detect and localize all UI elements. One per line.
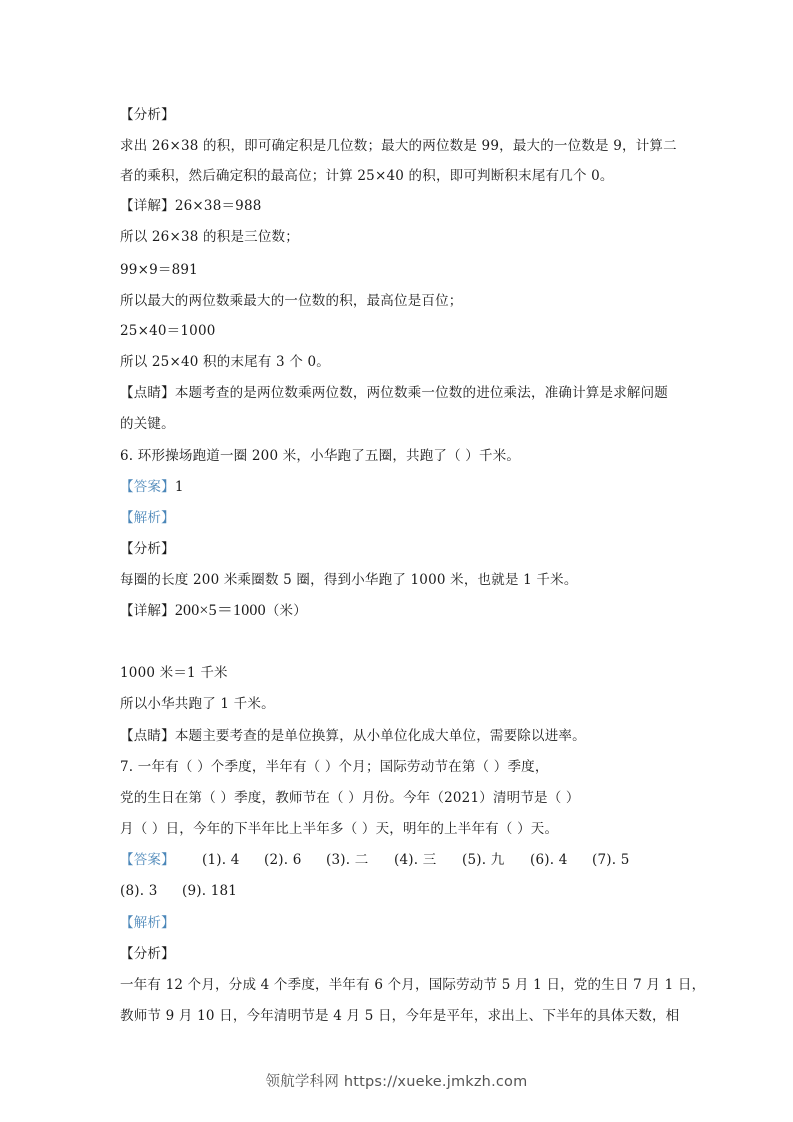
answer-item: (1). 4 bbox=[202, 852, 240, 868]
analysis-heading: 【分析】 bbox=[120, 946, 175, 962]
comment-text: 本题主要考查的是单位换算，从小单位化成大单位，需要除以进率。 bbox=[174, 728, 586, 744]
detail-row bbox=[120, 197, 262, 215]
answer-row bbox=[120, 478, 184, 496]
answer-item: (9). 181 bbox=[182, 883, 238, 899]
footer-watermark: 领航学科网 https://xueke.jmkzh.com bbox=[265, 1074, 528, 1090]
detail-equation: 26×38＝988 bbox=[174, 198, 262, 214]
answer-row bbox=[120, 851, 630, 869]
detail-unit: （米） bbox=[265, 603, 307, 619]
analysis-text-line: 教师节 9 月 10 日，今年清明节是 4 月 5 日，今年是平年，求出上、下半年的具体天数，相 bbox=[120, 1008, 680, 1024]
comment-text: 本题考查的是两位数乘两位数，两位数乘一位数的进位乘法，准确计算是求解问题 bbox=[174, 385, 669, 401]
question-7-text-line: 党的生日在第（ ）季度，教师节在（ ）月份。今年（2021）清明节是（ ） bbox=[120, 790, 580, 806]
answer-item: (4). 三 bbox=[394, 852, 437, 868]
answer-item: (2). 6 bbox=[264, 852, 302, 868]
analysis-heading: 【分析】 bbox=[120, 541, 175, 557]
detail-heading: 【详解】 bbox=[120, 198, 175, 214]
detail-text-line: 所以小华共跑了 1 千米。 bbox=[120, 696, 275, 712]
answer-heading: 【答案】 bbox=[120, 852, 175, 868]
explain-heading: 【解析】 bbox=[120, 915, 175, 931]
answer-item: (8). 3 bbox=[120, 883, 158, 899]
question-6-text: 6. 环形操场跑道一圈 200 米，小华跑了五圈，共跑了（ ）千米。 bbox=[120, 448, 521, 464]
detail-text-line: 所以 26×38 的积是三位数； bbox=[120, 229, 299, 245]
comment-row bbox=[120, 384, 668, 402]
analysis-heading: 【分析】 bbox=[120, 107, 175, 123]
answer-item: (5). 九 bbox=[462, 852, 505, 868]
analysis-text-line: 者的乘积，然后确定积的最高位；计算 25×40 的积，即可判断积末尾有几个 0。 bbox=[120, 168, 614, 184]
detail-text-line: 1000 米＝1 千米 bbox=[120, 665, 228, 681]
detail-text-line: 所以最大的两位数乘最大的一位数的积，最高位是百位； bbox=[120, 293, 463, 309]
detail-equation: 25×40＝1000 bbox=[120, 323, 216, 339]
comment-heading: 【点睛】 bbox=[120, 728, 175, 744]
answer-heading: 【答案】 bbox=[120, 479, 175, 495]
answer-item: (7). 5 bbox=[592, 852, 630, 868]
analysis-text-line: 一年有 12 个月，分成 4 个季度，半年有 6 个月，国际劳动节 5 月 1 日，党的生日 7 月 1 日， bbox=[120, 977, 706, 993]
explain-heading: 【解析】 bbox=[120, 510, 175, 526]
detail-heading: 【详解】 bbox=[120, 603, 175, 619]
detail-equation: 200×5＝1000 bbox=[174, 602, 266, 619]
comment-text-line: 的关键。 bbox=[120, 416, 175, 432]
answer-item: (3). 二 bbox=[326, 852, 369, 868]
detail-row bbox=[120, 602, 307, 620]
question-7-text-line: 月（ ）日，今年的下半年比上半年多（ ）天，明年的上半年有（ ）天。 bbox=[120, 821, 559, 837]
detail-text-line: 所以 25×40 积的末尾有 3 个 0。 bbox=[120, 354, 331, 370]
analysis-text-line: 每圈的长度 200 米乘圈数 5 圈，得到小华跑了 1000 米，也就是 1 千米。 bbox=[120, 572, 578, 588]
comment-row bbox=[120, 727, 586, 745]
comment-heading: 【点睛】 bbox=[120, 385, 175, 401]
question-7-text-line: 7. 一年有（ ）个季度，半年有（ ）个月；国际劳动节在第（ ）季度， bbox=[120, 759, 549, 775]
detail-equation: 99×9＝891 bbox=[120, 262, 198, 278]
answer-row-continued bbox=[120, 882, 237, 900]
answer-item: (6). 4 bbox=[530, 852, 568, 868]
analysis-text-line: 求出 26×38 的积，即可确定积是几位数；最大的两位数是 99，最大的一位数是 9，计算二 bbox=[120, 138, 677, 154]
answer-value: 1 bbox=[174, 479, 184, 495]
